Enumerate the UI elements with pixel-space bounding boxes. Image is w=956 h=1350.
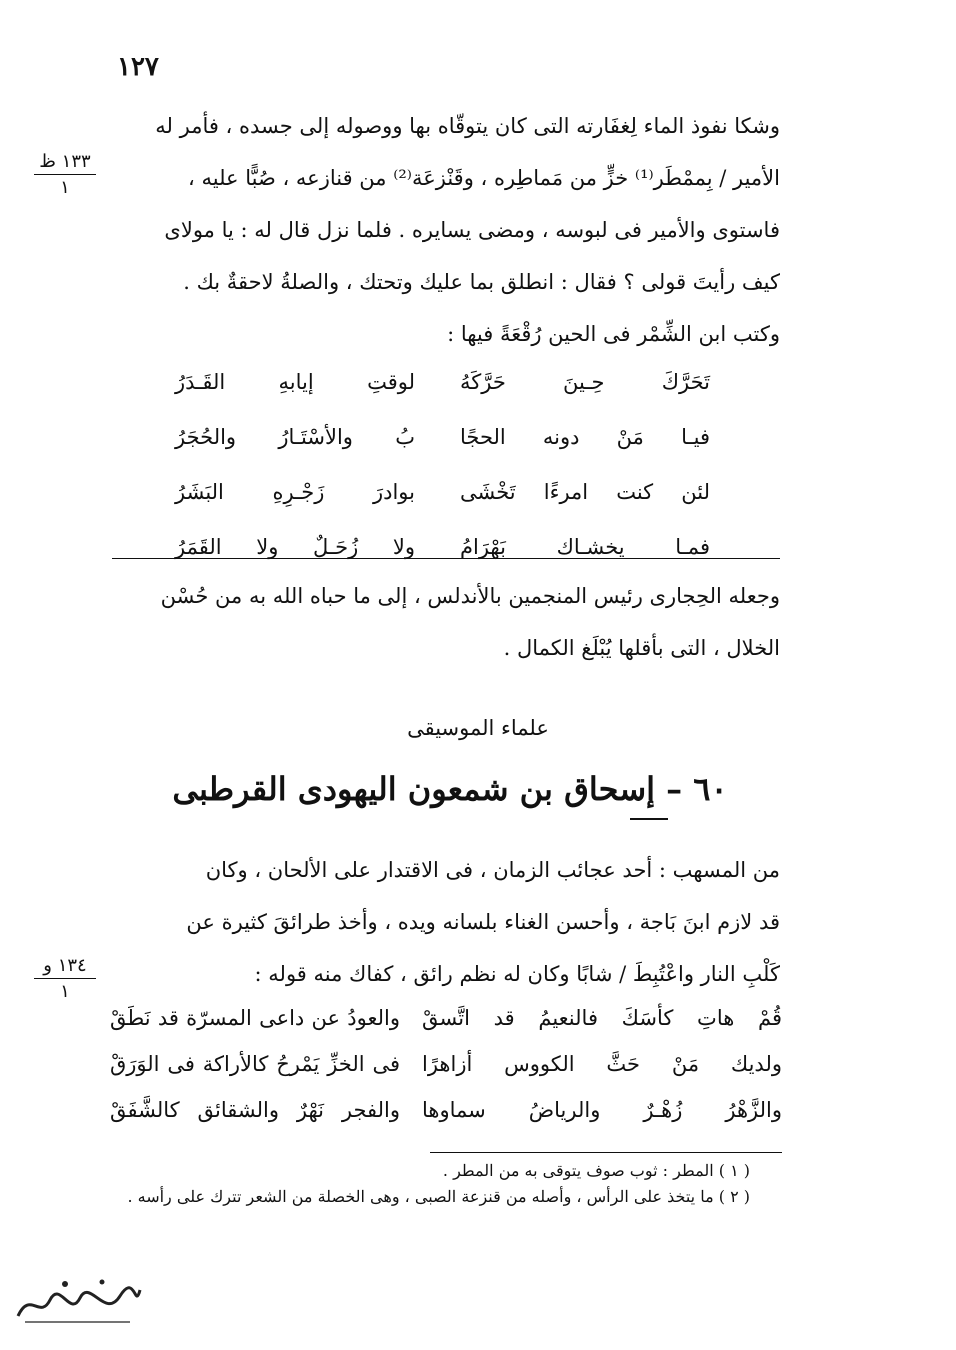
text-line: كَلْبِ النار واعْتُبِطَ / شابًا وكان له نظم رائق ، كفاك منه قوله : — [254, 962, 780, 986]
verse-line — [175, 519, 710, 574]
verse-line — [110, 1041, 782, 1087]
text-line: قد لازم ابنَ بَاجة ، وأحسن الغناء بلسانه ويده ، وأخذ طرائقَ كثيرة عن — [186, 910, 780, 934]
second-hemistich: بُ والأسْتَـارُ والحُجَرُ — [175, 424, 415, 449]
verse-line — [175, 354, 710, 409]
first-hemistich: تَحَرَّكَ حِـينَ حَرَّكَهُ — [460, 369, 710, 394]
footnote: ( ٢ ) ما يتخذ على الرأس ، وأصله من قنزعة الصبى ، وهى الخصلة من الشعر تترك على رأسه . — [127, 1187, 750, 1206]
footnote-divider — [430, 1152, 782, 1153]
closing-paragraph — [110, 570, 780, 674]
poem-divider — [112, 558, 780, 559]
poem-two — [110, 995, 782, 1133]
text-line: من المسهب : أحد عجائب الزمان ، فى الاقتدار على الألحان ، وكان — [205, 858, 780, 882]
verse-line — [110, 1087, 782, 1133]
text-line: فاستوى والأمير فى لبوسه ، ومضى يسايره . فلما نزل قال له : يا مولاى — [164, 218, 780, 242]
text-line: الأمير / بِممْطَر⁽¹⁾ خزٍّ من مَماطِره ، وقَنْزعَة⁽²⁾ من قنازعه ، صُبًّا عليه ، — [188, 166, 780, 190]
first-hemistich: قُمْ هاتِ كأسَكَ فالنعيمُ قد اتَّسقْ — [422, 1006, 782, 1030]
text-line: وجعله الحِجارى رئيس المنجمين بالأندلس ، إلى ما حباه الله به من حُسْن — [160, 584, 780, 608]
first-hemistich: فمـا يخشـاك بَهْرَامُ — [460, 534, 710, 559]
footnote: ( ١ ) المطر : ثوب صوف يتوقى به من المطر . — [442, 1161, 750, 1180]
page-number: ١٢٧ — [117, 52, 159, 82]
first-hemistich: والزَّهْرُ زُهْـرٌ والرياضُ سماوها — [422, 1098, 782, 1122]
section-heading: علماء الموسيقى — [407, 716, 549, 740]
second-hemistich: والفجر نَهْرٌ والشقائق كالشَّفَقْ — [110, 1098, 400, 1122]
folio-number: ١٣٤ و — [34, 956, 96, 979]
second-hemistich: بوادرَ زَجْـرِهِ البَشَرُ — [175, 479, 415, 504]
entry-title: ٦٠ – إسحاق بن شمعون اليهودى القرطبى — [172, 770, 728, 808]
first-hemistich: فيـا مَنْ دونه الحجًا — [460, 424, 710, 449]
title-underline — [630, 818, 668, 820]
folio-side: ١ — [60, 177, 70, 198]
verse-line — [175, 409, 710, 464]
second-hemistich: فى الخزِّ يَمْرحُ كالأراكة فى الوَرَقْ — [110, 1052, 400, 1076]
poem-one — [175, 354, 710, 574]
folio-side: ١ — [60, 981, 70, 1002]
text-line: الخلال ، التى بأقلها يُبْلَغ الكمال . — [503, 636, 780, 660]
footnotes — [110, 1158, 750, 1210]
first-hemistich: لئن كنت امرءًا تَخْشَى — [460, 479, 710, 504]
folio-number: ١٣٣ ظ — [34, 152, 96, 175]
publisher-logo — [10, 1270, 145, 1330]
second-hemistich: والعودُ عن داعى المسرّة قد نَطَقْ — [110, 1006, 400, 1030]
text-line: وكتب ابن الشِّمْر فى الحين رُقْعَةً فيها : — [447, 322, 780, 346]
first-hemistich: ولديك مَنْ حَثَّ الكووس أزاهرًا — [422, 1052, 782, 1076]
verse-line — [110, 995, 782, 1041]
text-line: وشكا نفوذ الماء لِغفَارته التى كان يتوقّاه بها ووصوله إلى جسده ، فأمر له — [155, 114, 780, 138]
second-hemistich: لوقتِ إيابهِ القَـدَرُ — [175, 369, 415, 394]
intro-paragraph — [110, 100, 780, 360]
verse-line — [175, 464, 710, 519]
manuscript-folio-marker — [34, 956, 96, 1002]
entry-paragraph — [110, 844, 780, 1000]
second-hemistich: ولا زُحَـلٌ ولا القَمَرُ — [175, 534, 415, 559]
text-line: كيف رأيتَ قولى ؟ فقال : انطلق بما عليك وتحتك ، والصلةُ لاحقةٌ بك . — [183, 270, 780, 294]
manuscript-folio-marker — [34, 152, 96, 198]
